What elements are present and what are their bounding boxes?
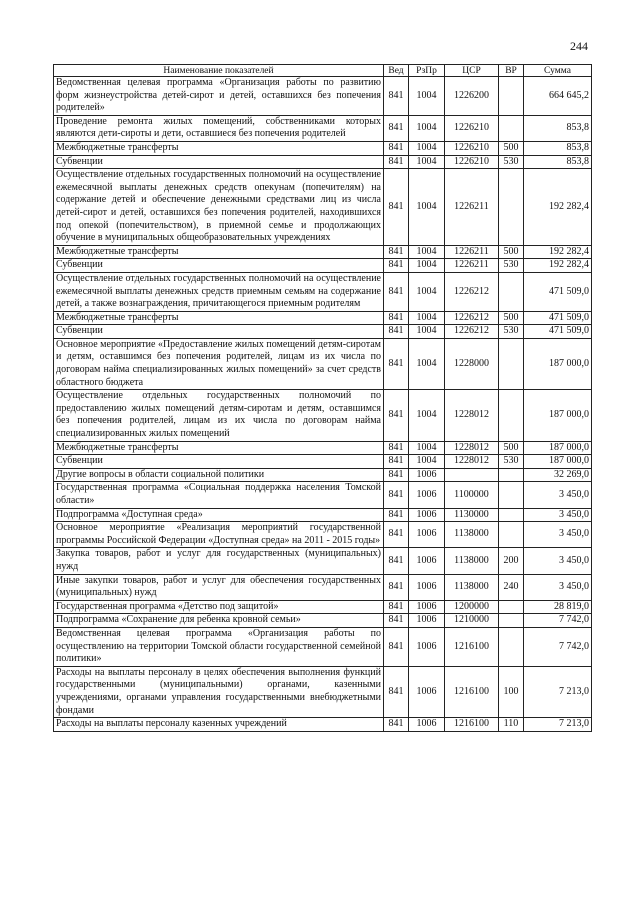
table-row bbox=[54, 155, 592, 169]
row-name: Межбюджетные трансферты bbox=[54, 245, 384, 259]
row-rzpr: 1004 bbox=[409, 245, 445, 259]
row-rzpr: 1004 bbox=[409, 155, 445, 169]
row-sum: 664 645,2 bbox=[524, 77, 592, 116]
row-name: Межбюджетные трансферты bbox=[54, 441, 384, 455]
table-row bbox=[54, 245, 592, 259]
row-name: Государственная программа «Социальная поддержка населения Томской области» bbox=[54, 482, 384, 508]
row-ved: 841 bbox=[384, 666, 409, 717]
row-name: Расходы на выплаты персоналу в целях обеспечения выполнения функций государственными (муниципальными) органами, казенными учреждениями, органами управления государственными внебюджетными фондами bbox=[54, 666, 384, 717]
row-vr bbox=[499, 482, 524, 508]
row-csr: 1138000 bbox=[445, 522, 499, 548]
row-rzpr: 1004 bbox=[409, 272, 445, 311]
header-rzpr: РзПр bbox=[409, 65, 445, 77]
table-row bbox=[54, 77, 592, 116]
row-name: Ведомственная целевая программа «Организация работы по развитию форм жизнеустройства детей-сирот и детей, оставшихся без попечения родителей» bbox=[54, 77, 384, 116]
row-ved: 841 bbox=[384, 390, 409, 441]
row-vr bbox=[499, 627, 524, 666]
row-ved: 841 bbox=[384, 522, 409, 548]
table-row bbox=[54, 574, 592, 600]
row-vr: 200 bbox=[499, 548, 524, 574]
row-ved: 841 bbox=[384, 508, 409, 522]
row-sum: 3 450,0 bbox=[524, 508, 592, 522]
row-rzpr: 1004 bbox=[409, 311, 445, 325]
table-row bbox=[54, 272, 592, 311]
table-row bbox=[54, 115, 592, 141]
row-sum: 7 742,0 bbox=[524, 627, 592, 666]
row-rzpr: 1004 bbox=[409, 338, 445, 389]
table-row bbox=[54, 522, 592, 548]
header-ved: Вед bbox=[384, 65, 409, 77]
row-rzpr: 1004 bbox=[409, 141, 445, 155]
table-row bbox=[54, 508, 592, 522]
row-name: Ведомственная целевая программа «Организация работы по осуществлению на территории Томской области государственной семейной политики» bbox=[54, 627, 384, 666]
row-vr: 500 bbox=[499, 441, 524, 455]
table-row bbox=[54, 311, 592, 325]
row-csr: 1100000 bbox=[445, 482, 499, 508]
row-rzpr: 1004 bbox=[409, 325, 445, 339]
row-sum: 3 450,0 bbox=[524, 522, 592, 548]
row-csr: 1138000 bbox=[445, 574, 499, 600]
row-csr bbox=[445, 468, 499, 482]
row-sum: 7 742,0 bbox=[524, 614, 592, 628]
row-ved: 841 bbox=[384, 482, 409, 508]
row-vr bbox=[499, 614, 524, 628]
row-name: Межбюджетные трансферты bbox=[54, 141, 384, 155]
row-sum: 187 000,0 bbox=[524, 441, 592, 455]
row-csr: 1226210 bbox=[445, 155, 499, 169]
row-rzpr: 1006 bbox=[409, 482, 445, 508]
row-rzpr: 1006 bbox=[409, 600, 445, 614]
table-row bbox=[54, 627, 592, 666]
row-sum: 28 819,0 bbox=[524, 600, 592, 614]
row-ved: 841 bbox=[384, 441, 409, 455]
row-csr: 1226210 bbox=[445, 141, 499, 155]
row-name: Осуществление отдельных государственных полномочий на осуществление ежемесячной выплаты денежных средств приемным семьям на содержание детей, а также вознаграждения, причитающегося приемным родителям bbox=[54, 272, 384, 311]
row-sum: 853,8 bbox=[524, 155, 592, 169]
row-vr: 530 bbox=[499, 259, 524, 273]
row-name: Субвенции bbox=[54, 259, 384, 273]
row-csr: 1226211 bbox=[445, 259, 499, 273]
row-vr: 240 bbox=[499, 574, 524, 600]
row-vr bbox=[499, 338, 524, 389]
row-csr: 1138000 bbox=[445, 548, 499, 574]
row-name: Субвенции bbox=[54, 455, 384, 469]
row-name: Проведение ремонта жилых помещений, собственниками которых являются дети-сироты и дети, оставшиеся без попечения родителей bbox=[54, 115, 384, 141]
row-name: Осуществление отдельных государственных полномочий по предоставлению жилых помещений детям-сиротам и детям, оставшимся без попечения родителей, лицам из их числа по договорам найма специализированных жилых помещений bbox=[54, 390, 384, 441]
row-sum: 853,8 bbox=[524, 115, 592, 141]
row-csr: 1226200 bbox=[445, 77, 499, 116]
table-header-row bbox=[54, 65, 592, 77]
row-rzpr: 1004 bbox=[409, 77, 445, 116]
row-vr: 530 bbox=[499, 155, 524, 169]
row-name: Государственная программа «Детство под защитой» bbox=[54, 600, 384, 614]
row-rzpr: 1004 bbox=[409, 390, 445, 441]
table-row bbox=[54, 455, 592, 469]
row-sum: 471 509,0 bbox=[524, 272, 592, 311]
row-csr: 1228012 bbox=[445, 441, 499, 455]
row-ved: 841 bbox=[384, 245, 409, 259]
row-rzpr: 1006 bbox=[409, 666, 445, 717]
table-row bbox=[54, 614, 592, 628]
table-row bbox=[54, 441, 592, 455]
row-csr: 1216100 bbox=[445, 666, 499, 717]
row-sum: 187 000,0 bbox=[524, 390, 592, 441]
row-vr: 530 bbox=[499, 455, 524, 469]
table-row bbox=[54, 548, 592, 574]
row-rzpr: 1004 bbox=[409, 441, 445, 455]
row-ved: 841 bbox=[384, 325, 409, 339]
row-sum: 192 282,4 bbox=[524, 245, 592, 259]
page-number: 244 bbox=[570, 39, 588, 53]
row-vr: 530 bbox=[499, 325, 524, 339]
row-name: Другие вопросы в области социальной политики bbox=[54, 468, 384, 482]
row-rzpr: 1004 bbox=[409, 259, 445, 273]
row-rzpr: 1006 bbox=[409, 468, 445, 482]
row-ved: 841 bbox=[384, 627, 409, 666]
row-sum: 187 000,0 bbox=[524, 455, 592, 469]
row-csr: 1130000 bbox=[445, 508, 499, 522]
row-name: Осуществление отдельных государственных полномочий на осуществление ежемесячной выплаты денежных средств опекунам (попечителям) на содержание детей и обеспечение денежными средствами лиц из числа детей-сирот и детей, оставшихся без попечения родителей, находившихся под опекой (попечительством), в приемной семье и продолжающих обучение в муниципальных общеобразовательных учреждениях bbox=[54, 169, 384, 246]
row-sum: 3 450,0 bbox=[524, 548, 592, 574]
row-csr: 1226211 bbox=[445, 245, 499, 259]
row-name: Иные закупки товаров, работ и услуг для обеспечения государственных (муниципальных) нужд bbox=[54, 574, 384, 600]
table-row bbox=[54, 169, 592, 246]
row-vr bbox=[499, 468, 524, 482]
row-csr: 1228000 bbox=[445, 338, 499, 389]
row-rzpr: 1004 bbox=[409, 115, 445, 141]
row-rzpr: 1006 bbox=[409, 508, 445, 522]
row-vr bbox=[499, 508, 524, 522]
table-row bbox=[54, 600, 592, 614]
table-row bbox=[54, 718, 592, 732]
row-vr: 500 bbox=[499, 311, 524, 325]
row-sum: 32 269,0 bbox=[524, 468, 592, 482]
row-rzpr: 1006 bbox=[409, 627, 445, 666]
row-ved: 841 bbox=[384, 155, 409, 169]
row-name: Субвенции bbox=[54, 325, 384, 339]
row-csr: 1200000 bbox=[445, 600, 499, 614]
row-ved: 841 bbox=[384, 574, 409, 600]
row-csr: 1216100 bbox=[445, 718, 499, 732]
table-row bbox=[54, 325, 592, 339]
row-sum: 7 213,0 bbox=[524, 666, 592, 717]
row-csr: 1228012 bbox=[445, 390, 499, 441]
row-name: Расходы на выплаты персоналу казенных учреждений bbox=[54, 718, 384, 732]
row-rzpr: 1004 bbox=[409, 169, 445, 246]
row-sum: 187 000,0 bbox=[524, 338, 592, 389]
row-ved: 841 bbox=[384, 718, 409, 732]
row-name: Межбюджетные трансферты bbox=[54, 311, 384, 325]
row-rzpr: 1006 bbox=[409, 614, 445, 628]
row-rzpr: 1004 bbox=[409, 455, 445, 469]
row-csr: 1226211 bbox=[445, 169, 499, 246]
table-row bbox=[54, 390, 592, 441]
table-row bbox=[54, 468, 592, 482]
row-sum: 192 282,4 bbox=[524, 259, 592, 273]
row-rzpr: 1006 bbox=[409, 574, 445, 600]
row-vr bbox=[499, 522, 524, 548]
row-vr bbox=[499, 272, 524, 311]
row-ved: 841 bbox=[384, 259, 409, 273]
row-sum: 3 450,0 bbox=[524, 482, 592, 508]
row-ved: 841 bbox=[384, 272, 409, 311]
row-vr bbox=[499, 115, 524, 141]
row-name: Субвенции bbox=[54, 155, 384, 169]
row-ved: 841 bbox=[384, 311, 409, 325]
row-csr: 1216100 bbox=[445, 627, 499, 666]
table-row bbox=[54, 482, 592, 508]
header-vr: ВР bbox=[499, 65, 524, 77]
table-row bbox=[54, 338, 592, 389]
row-vr: 110 bbox=[499, 718, 524, 732]
row-ved: 841 bbox=[384, 455, 409, 469]
row-rzpr: 1006 bbox=[409, 718, 445, 732]
table-row bbox=[54, 259, 592, 273]
row-ved: 841 bbox=[384, 115, 409, 141]
row-vr bbox=[499, 169, 524, 246]
row-name: Закупка товаров, работ и услуг для государственных (муниципальных) нужд bbox=[54, 548, 384, 574]
row-vr: 100 bbox=[499, 666, 524, 717]
table-row bbox=[54, 141, 592, 155]
row-vr bbox=[499, 600, 524, 614]
row-csr: 1228012 bbox=[445, 455, 499, 469]
row-ved: 841 bbox=[384, 169, 409, 246]
row-rzpr: 1006 bbox=[409, 522, 445, 548]
table-row bbox=[54, 666, 592, 717]
row-vr bbox=[499, 390, 524, 441]
row-rzpr: 1006 bbox=[409, 548, 445, 574]
row-sum: 7 213,0 bbox=[524, 718, 592, 732]
row-sum: 3 450,0 bbox=[524, 574, 592, 600]
budget-table bbox=[53, 64, 592, 732]
row-ved: 841 bbox=[384, 600, 409, 614]
row-name: Основное мероприятие «Реализация мероприятий государственной программы Российской Федерации «Доступная среда» на 2011 - 2015 годы» bbox=[54, 522, 384, 548]
row-name: Основное мероприятие «Предоставление жилых помещений детям-сиротам и детям, оставшимся без попечения родителей, лицам из их числа по договорам найма специализированных жилых помещений» за счет средств областного бюджета bbox=[54, 338, 384, 389]
row-vr: 500 bbox=[499, 245, 524, 259]
row-csr: 1226210 bbox=[445, 115, 499, 141]
row-ved: 841 bbox=[384, 77, 409, 116]
row-sum: 192 282,4 bbox=[524, 169, 592, 246]
row-ved: 841 bbox=[384, 468, 409, 482]
row-sum: 471 509,0 bbox=[524, 311, 592, 325]
header-name: Наименование показателей bbox=[54, 65, 384, 77]
row-vr bbox=[499, 77, 524, 116]
row-csr: 1226212 bbox=[445, 272, 499, 311]
row-name: Подпрограмма «Доступная среда» bbox=[54, 508, 384, 522]
row-csr: 1226212 bbox=[445, 311, 499, 325]
row-ved: 841 bbox=[384, 548, 409, 574]
row-name: Подпрограмма «Сохранение для ребенка кровной семьи» bbox=[54, 614, 384, 628]
row-ved: 841 bbox=[384, 141, 409, 155]
row-vr: 500 bbox=[499, 141, 524, 155]
header-csr: ЦСР bbox=[445, 65, 499, 77]
header-sum: Сумма bbox=[524, 65, 592, 77]
row-ved: 841 bbox=[384, 614, 409, 628]
row-sum: 471 509,0 bbox=[524, 325, 592, 339]
row-sum: 853,8 bbox=[524, 141, 592, 155]
row-csr: 1210000 bbox=[445, 614, 499, 628]
row-csr: 1226212 bbox=[445, 325, 499, 339]
row-ved: 841 bbox=[384, 338, 409, 389]
